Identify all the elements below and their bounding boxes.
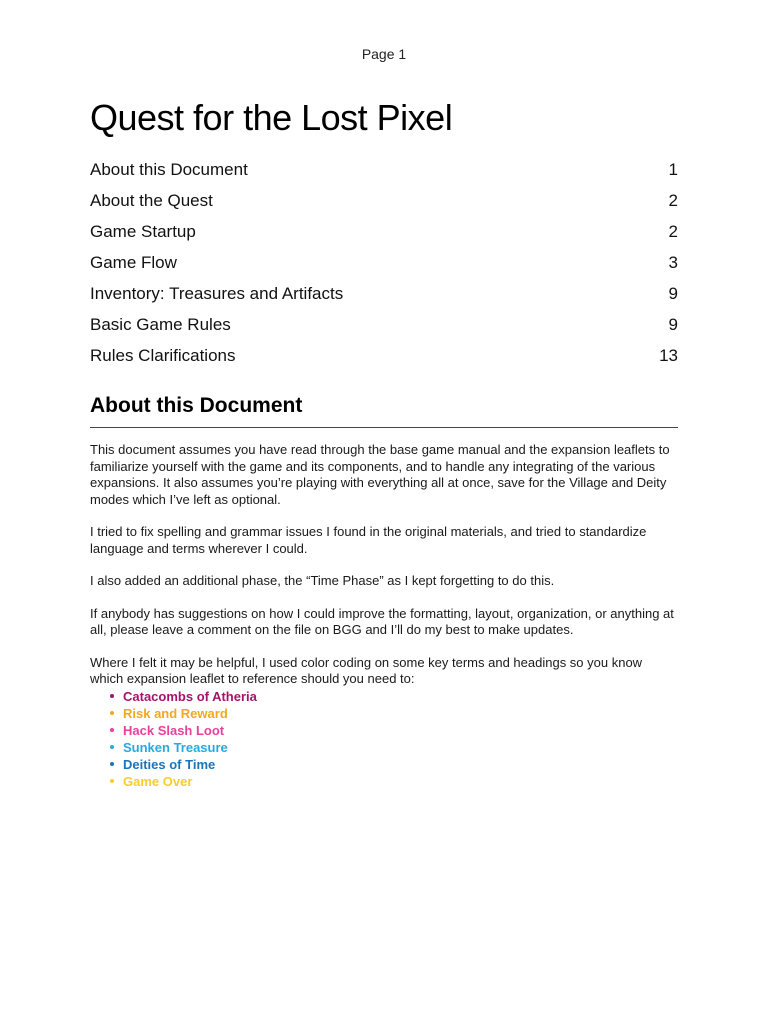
paragraph: This document assumes you have read through the base game manual and the expansion leaflets to familiarize yourself with the game and its components, and to handle any integrating of the various expansions. It also assumes you’re playing with everything all at once, save for the Village and Deity modes which I’ve left as optional. [90,442,670,507]
bullet-icon [110,762,114,766]
expansion-item [110,705,678,722]
table-of-contents [90,154,678,371]
expansion-label: Game Over [123,773,193,789]
toc-entry-about-document[interactable] [90,154,678,185]
toc-entry-inventory[interactable] [90,278,678,309]
expansion-label: Risk and Reward [123,705,228,721]
bullet-icon [110,745,114,749]
toc-entry-page: 1 [668,160,678,179]
document-body [90,96,678,790]
bullet-icon [110,711,114,715]
expansion-label: Sunken Treasure [123,739,228,755]
bullet-icon [110,694,114,698]
expansion-item [110,773,678,790]
expansion-label: Catacombs of Atheria [123,688,257,704]
paragraph: I also added an additional phase, the “Time Phase” as I kept forgetting to do this. [90,573,555,588]
expansion-label: Deities of Time [123,756,216,772]
expansion-label: Hack Slash Loot [123,722,225,738]
section-heading: About this Document [90,394,303,417]
expansion-item [110,739,678,756]
toc-entry-label: About this Document [90,160,248,179]
expansion-item [110,722,678,739]
expansion-item [110,756,678,773]
toc-entry-label: Game Flow [90,253,177,272]
expansion-list [90,688,678,790]
toc-entry-basic-rules[interactable] [90,309,678,340]
toc-entry-label: Inventory: Treasures and Artifacts [90,284,344,303]
toc-entry-page: 9 [668,284,678,303]
section-divider [90,427,678,428]
paragraph: I tried to fix spelling and grammar issues I found in the original materials, and tried to standardize language and terms wherever I could. [90,524,647,556]
toc-entry-label: About the Quest [90,191,213,210]
toc-entry-label: Basic Game Rules [90,315,231,334]
toc-entry-label: Rules Clarifications [90,346,236,365]
toc-entry-label: Game Startup [90,222,196,241]
toc-entry-page: 9 [668,315,678,334]
toc-entry-about-quest[interactable] [90,185,678,216]
toc-entry-page: 2 [668,222,678,241]
page-number: Page 1 [361,46,407,62]
toc-entry-game-startup[interactable] [90,216,678,247]
toc-entry-page: 3 [668,253,678,272]
toc-entry-page: 2 [668,191,678,210]
toc-entry-page: 13 [659,346,678,365]
toc-entry-game-flow[interactable] [90,247,678,278]
document-title: Quest for the Lost Pixel [90,97,453,138]
toc-entry-rules-clarifications[interactable] [90,340,678,371]
expansion-item [110,688,678,705]
paragraph: If anybody has suggestions on how I could improve the formatting, layout, organization, or anything at all, please leave a comment on the file on BGG and I’ll do my best to make updates. [90,605,674,637]
paragraph: Where I felt it may be helpful, I used color coding on some key terms and headings so you know which expansion leaflet to reference should you need to: [90,654,643,686]
bullet-icon [110,728,114,732]
bullet-icon [110,779,114,783]
